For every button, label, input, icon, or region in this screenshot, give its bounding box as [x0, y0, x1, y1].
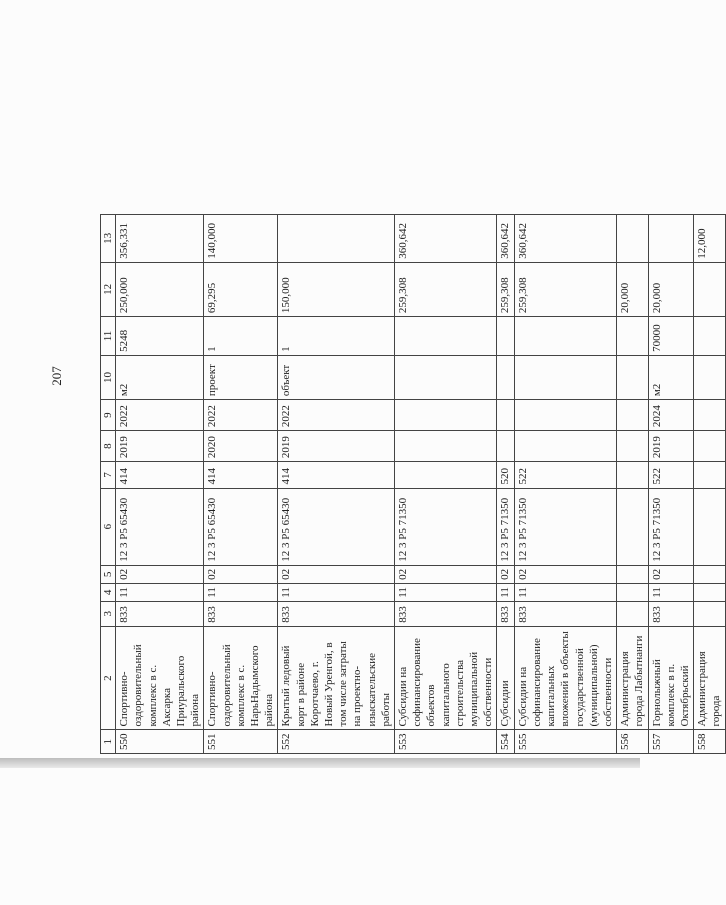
header-cell: 10 — [101, 355, 116, 399]
table-cell — [617, 355, 648, 399]
table-cell: 20,000 — [617, 262, 648, 316]
table-cell — [497, 317, 514, 356]
table-cell: 12 3 P5 65430 — [278, 488, 395, 565]
table-cell: 02 — [514, 565, 616, 583]
table-cell: 140,000 — [204, 215, 278, 263]
table-cell: 833 — [278, 601, 395, 626]
scan-edge — [0, 758, 640, 768]
table-cell: 02 — [116, 565, 204, 583]
page-number: 207 — [48, 366, 64, 386]
table-cell: Субсидии на софинансирование объектов капитального строительства муниципальной собственности — [395, 626, 497, 730]
table-cell — [514, 355, 616, 399]
header-cell: 1 — [101, 730, 116, 754]
table-cell: 2022 — [204, 400, 278, 431]
table-cell — [617, 601, 648, 626]
table-row — [204, 215, 278, 754]
table-cell — [617, 488, 648, 565]
table-cell — [497, 431, 514, 462]
table-cell: 522 — [514, 462, 616, 488]
table-row — [648, 215, 694, 754]
table-cell: 11 — [204, 583, 278, 601]
table-cell: 12 3 P5 71350 — [395, 488, 497, 565]
table-cell: 553 — [395, 730, 497, 754]
table-row — [694, 215, 725, 754]
table-cell — [395, 317, 497, 356]
table-cell: 554 — [497, 730, 514, 754]
budget-table — [100, 214, 726, 754]
table-cell — [648, 215, 694, 263]
table-cell — [694, 583, 725, 601]
table-cell: Спортивно-оздоровительный комплекс в с. Аксарка Приуральского района — [116, 626, 204, 730]
table-cell: 250,000 — [116, 262, 204, 316]
table-cell: 1 — [278, 317, 395, 356]
table-cell — [514, 431, 616, 462]
table-cell: 11 — [395, 583, 497, 601]
header-cell: 4 — [101, 583, 116, 601]
table-cell — [395, 462, 497, 488]
table-cell — [617, 215, 648, 263]
table-cell: Субсидии на софинансирование капитальных вложений в объекты государственной (муниципальной) собственности — [514, 626, 616, 730]
table-cell: 1 — [204, 317, 278, 356]
table-cell: Администрация города Лабытнанги — [617, 626, 648, 730]
table-cell: 356,331 — [116, 215, 204, 263]
table-cell: 11 — [497, 583, 514, 601]
table-cell — [617, 583, 648, 601]
table-cell — [617, 462, 648, 488]
table-cell — [694, 488, 725, 565]
table-cell: 12 3 P5 71350 — [514, 488, 616, 565]
table-cell: 833 — [497, 601, 514, 626]
table-row — [617, 215, 648, 754]
table-cell: 2019 — [116, 431, 204, 462]
table-cell: Крытый ледовый корт в районе Коротчаево, г. Новый Уренгой, в том числе затраты на проектно-изыскательские работы — [278, 626, 395, 730]
table-cell: 2019 — [648, 431, 694, 462]
table-cell — [617, 317, 648, 356]
header-cell: 13 — [101, 215, 116, 263]
header-cell: 8 — [101, 431, 116, 462]
table-cell: 556 — [617, 730, 648, 754]
table-cell — [395, 400, 497, 431]
table-body — [101, 215, 726, 754]
table-cell: 02 — [497, 565, 514, 583]
table-cell — [694, 431, 725, 462]
table-cell: 11 — [278, 583, 395, 601]
table-cell: 12 3 P5 65430 — [204, 488, 278, 565]
table-cell: Горнолыжный комплекс в п. Октябрьский — [648, 626, 694, 730]
table-cell: 558 — [694, 730, 725, 754]
table-cell: проект — [204, 355, 278, 399]
table-cell: Администрация города — [694, 626, 725, 730]
table-cell: Спортивно-оздоровительный комплекс в с. НарьНадымского района — [204, 626, 278, 730]
table-cell: 833 — [648, 601, 694, 626]
header-cell: 5 — [101, 565, 116, 583]
table-cell: 833 — [395, 601, 497, 626]
table-cell: 11 — [514, 583, 616, 601]
table-cell — [694, 262, 725, 316]
table-cell — [514, 400, 616, 431]
table-row — [395, 215, 497, 754]
table-cell: 259,308 — [497, 262, 514, 316]
table-cell: 69,295 — [204, 262, 278, 316]
table-cell — [694, 565, 725, 583]
table-cell: 2020 — [204, 431, 278, 462]
table-cell: 360,642 — [514, 215, 616, 263]
table-cell — [497, 400, 514, 431]
rotated-page — [100, 214, 726, 754]
table-cell: 02 — [278, 565, 395, 583]
table-cell — [694, 317, 725, 356]
header-cell: 6 — [101, 488, 116, 565]
header-cell: 11 — [101, 317, 116, 356]
table-cell: 520 — [497, 462, 514, 488]
table-cell — [617, 400, 648, 431]
table-cell: 550 — [116, 730, 204, 754]
table-cell: 12 3 P5 71350 — [497, 488, 514, 565]
table-cell: 70000 — [648, 317, 694, 356]
header-cell: 2 — [101, 626, 116, 730]
table-cell: 552 — [278, 730, 395, 754]
table-cell — [694, 601, 725, 626]
table-cell: м2 — [116, 355, 204, 399]
table-cell: 833 — [116, 601, 204, 626]
table-cell: 414 — [278, 462, 395, 488]
table-cell: м2 — [648, 355, 694, 399]
header-cell: 9 — [101, 400, 116, 431]
table-cell: 2022 — [278, 400, 395, 431]
table-cell: 11 — [648, 583, 694, 601]
table-cell: 360,642 — [497, 215, 514, 263]
table-cell: объект — [278, 355, 395, 399]
table-cell — [617, 431, 648, 462]
table-cell: 12 3 P5 71350 — [648, 488, 694, 565]
table-cell — [694, 462, 725, 488]
table-cell: 2019 — [278, 431, 395, 462]
table-cell: 259,308 — [514, 262, 616, 316]
table-cell — [278, 215, 395, 263]
table-cell: 12 3 P5 65430 — [116, 488, 204, 565]
table-cell: 259,308 — [395, 262, 497, 316]
table-cell: 414 — [116, 462, 204, 488]
table-cell: 12,000 — [694, 215, 725, 263]
table-cell: 02 — [648, 565, 694, 583]
table-cell — [617, 565, 648, 583]
table-cell — [497, 355, 514, 399]
table-cell: 02 — [204, 565, 278, 583]
table-cell: Субсидии — [497, 626, 514, 730]
table-row — [278, 215, 395, 754]
table-cell — [395, 431, 497, 462]
table-row — [514, 215, 616, 754]
table-cell — [694, 400, 725, 431]
table-row — [116, 215, 204, 754]
table-cell: 5248 — [116, 317, 204, 356]
table-cell: 557 — [648, 730, 694, 754]
header-cell: 3 — [101, 601, 116, 626]
table-cell: 11 — [116, 583, 204, 601]
table-cell: 414 — [204, 462, 278, 488]
table-cell — [514, 317, 616, 356]
table-row — [497, 215, 514, 754]
table-cell: 833 — [204, 601, 278, 626]
table-cell: 02 — [395, 565, 497, 583]
table-cell: 833 — [514, 601, 616, 626]
table-cell: 555 — [514, 730, 616, 754]
table-cell: 2024 — [648, 400, 694, 431]
table-cell: 150,000 — [278, 262, 395, 316]
header-cell: 7 — [101, 462, 116, 488]
header-row — [101, 215, 116, 754]
table-cell: 522 — [648, 462, 694, 488]
table-cell: 360,642 — [395, 215, 497, 263]
table-cell: 2022 — [116, 400, 204, 431]
table-cell — [395, 355, 497, 399]
table-cell: 20,000 — [648, 262, 694, 316]
header-cell: 12 — [101, 262, 116, 316]
table-cell — [694, 355, 725, 399]
table-cell: 551 — [204, 730, 278, 754]
